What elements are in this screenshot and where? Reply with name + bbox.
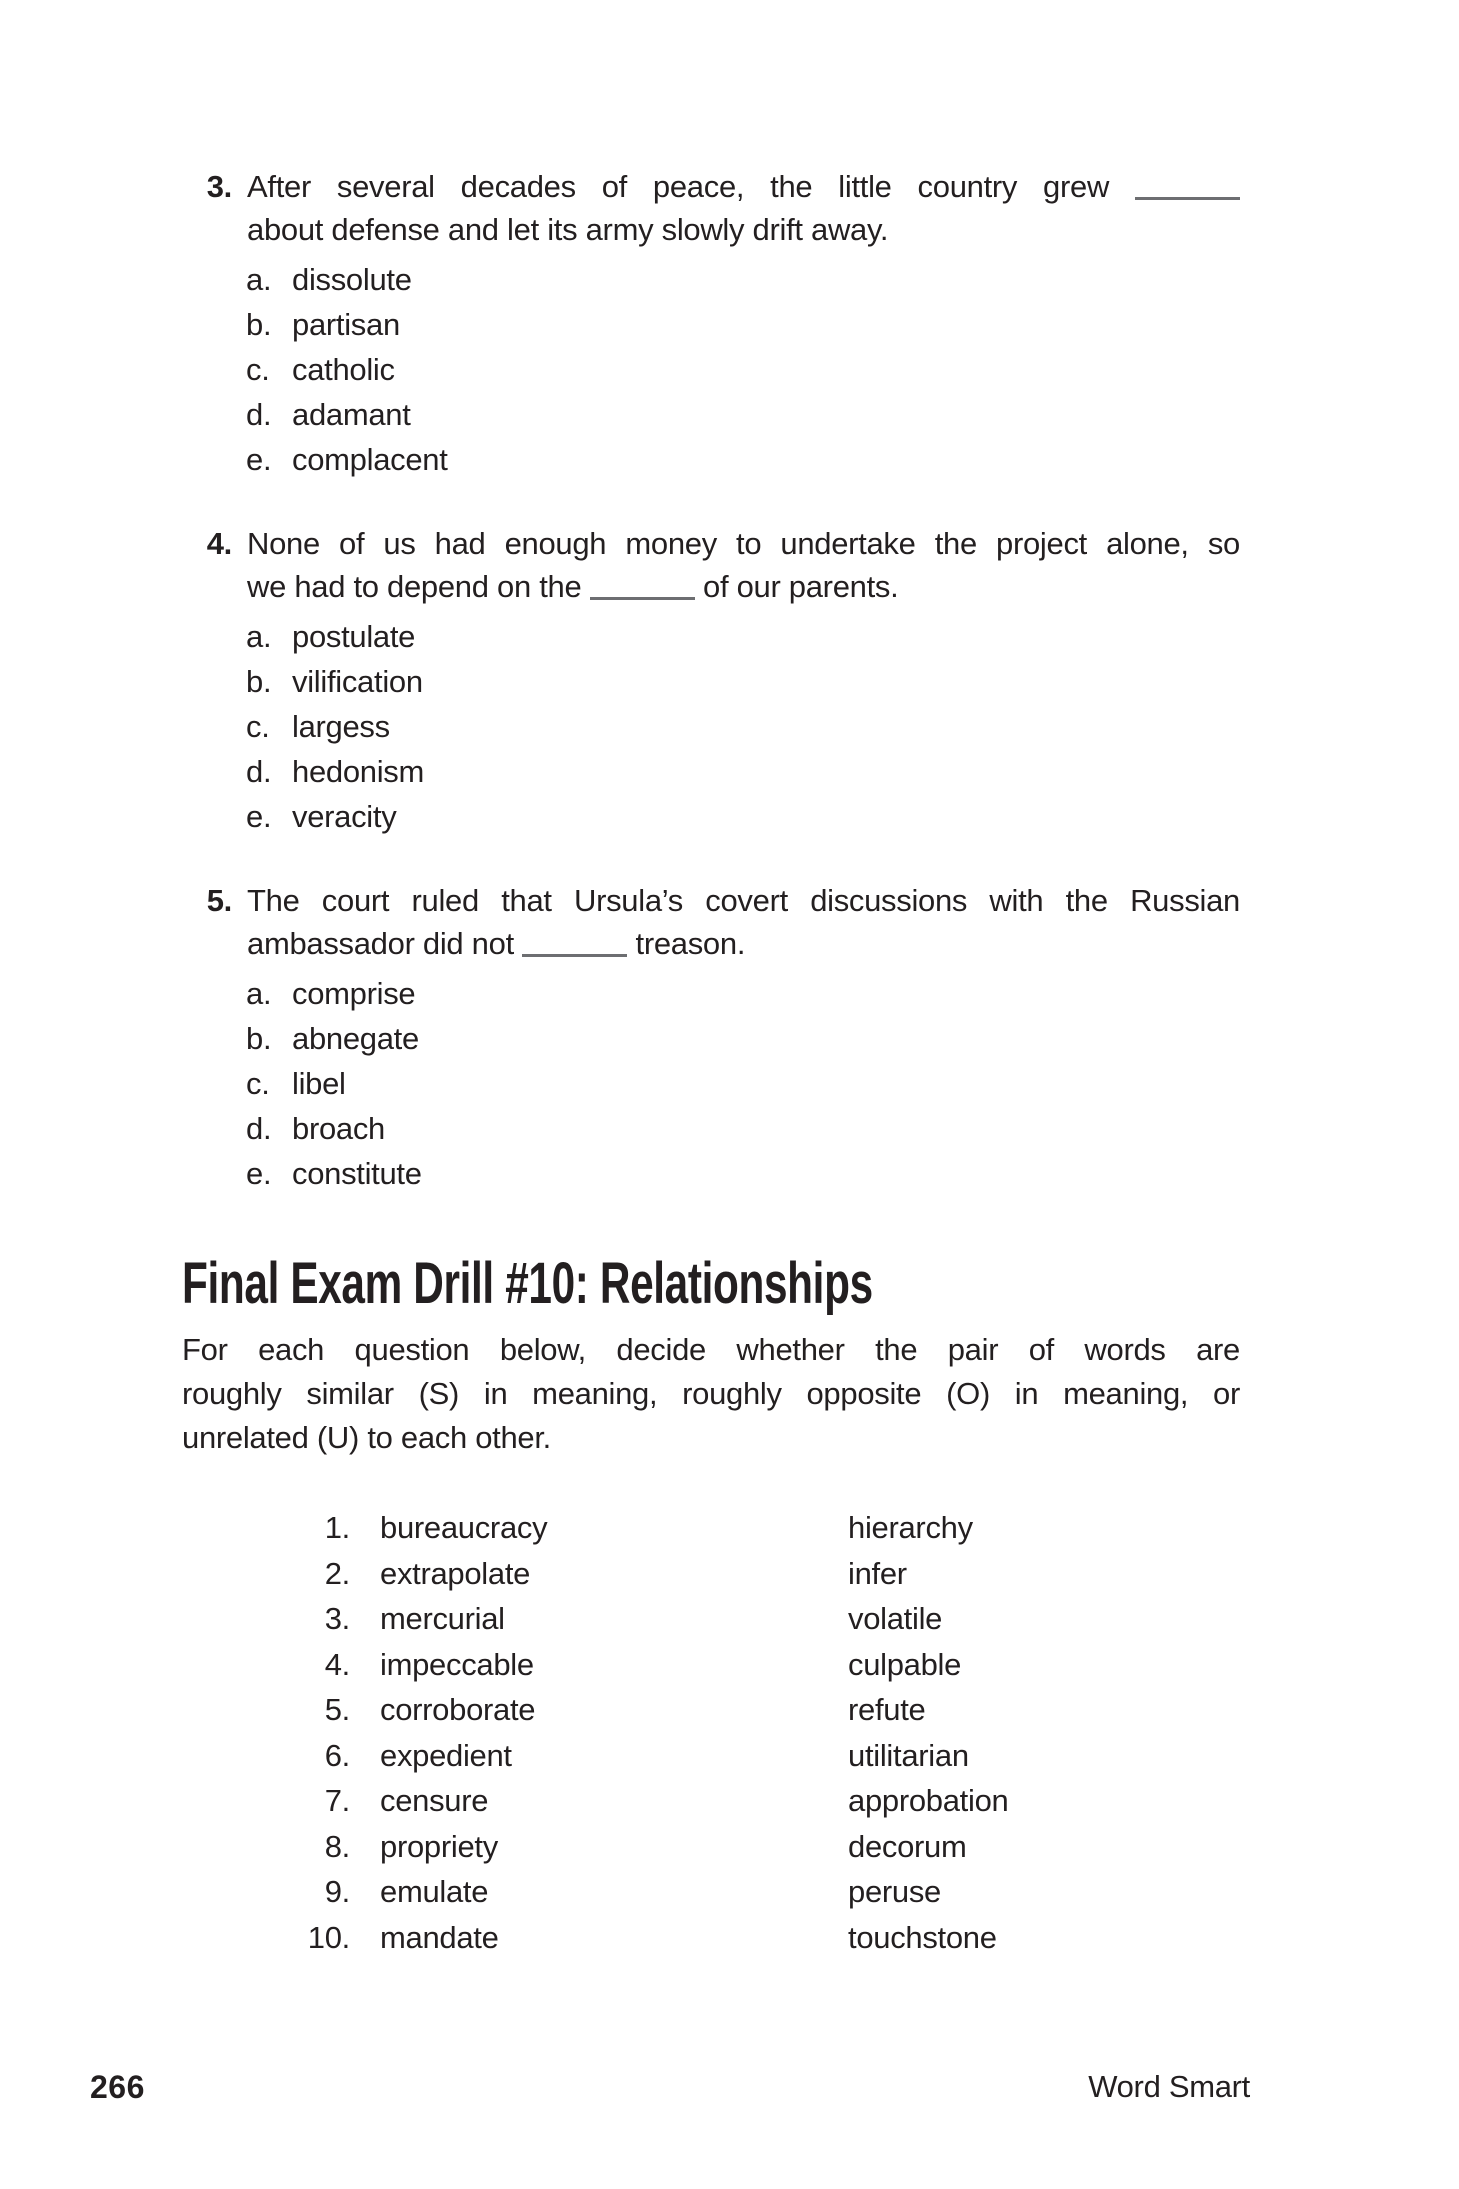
- answer-blank: [522, 936, 627, 957]
- answer-option-word: comprise: [292, 976, 416, 1011]
- answer-option-word: hedonism: [292, 754, 425, 789]
- answer-option: [246, 1106, 422, 1151]
- answer-options: [246, 971, 422, 1196]
- word-pair-number: 5.: [324, 1692, 350, 1727]
- word-pairs-list: [0, 1505, 1459, 1960]
- word-pair-row: [0, 1915, 1459, 1961]
- answer-option: [246, 1061, 422, 1106]
- word-pair-left-word: impeccable: [380, 1646, 534, 1682]
- drill-intro-line: unrelated (U) to each other.: [182, 1420, 551, 1455]
- answer-options: [246, 614, 424, 839]
- word-pair-right-word: approbation: [848, 1783, 1009, 1818]
- answer-option-word: dissolute: [292, 262, 412, 297]
- answer-option: [246, 347, 448, 392]
- answer-option-letter: c.: [246, 1066, 270, 1101]
- word-pair-right-word: culpable: [848, 1646, 962, 1682]
- word-pair-left-word: corroborate: [380, 1692, 536, 1727]
- word-pair-row: [0, 1824, 1459, 1870]
- question-number: 4.: [206, 526, 232, 561]
- word-pair-right-word: volatile: [848, 1601, 943, 1636]
- answer-option-letter: a.: [246, 262, 272, 297]
- answer-option-word: complacent: [292, 442, 448, 477]
- word-pair-left-word: extrapolate: [380, 1555, 531, 1591]
- answer-option: [246, 257, 448, 302]
- word-pair-right-word: hierarchy: [848, 1510, 973, 1545]
- word-pair-number: 6.: [324, 1737, 350, 1773]
- word-pair-number: 2.: [324, 1555, 350, 1591]
- answer-option: [246, 1151, 422, 1196]
- word-pair-row: [0, 1687, 1459, 1733]
- answer-option-word: postulate: [292, 619, 416, 654]
- answer-option-letter: e.: [246, 799, 272, 834]
- word-pair-left-word: emulate: [380, 1874, 489, 1909]
- answer-option: [246, 302, 448, 347]
- word-pair-row: [0, 1596, 1459, 1642]
- word-pair-number: 9.: [324, 1874, 350, 1909]
- question-stem: [247, 522, 1240, 608]
- word-pair-number: 10.: [307, 1919, 350, 1955]
- word-pair-right-word: refute: [848, 1692, 926, 1727]
- word-pair-left-word: propriety: [380, 1828, 498, 1864]
- word-pair-row: [0, 1733, 1459, 1779]
- word-pair-number: 7.: [324, 1783, 350, 1818]
- answer-option-letter: c.: [246, 709, 270, 744]
- drill-intro-line: roughly similar (S) in meaning, roughly opposite (O) in meaning, or: [182, 1376, 1240, 1411]
- answer-option-word: abnegate: [292, 1021, 419, 1056]
- word-pair-left-word: mercurial: [380, 1601, 505, 1636]
- answer-option-word: broach: [292, 1111, 385, 1146]
- word-pair-number: 1.: [324, 1510, 350, 1545]
- word-pair-right-word: decorum: [848, 1828, 967, 1864]
- answer-option-letter: b.: [246, 307, 272, 342]
- word-pair-row: [0, 1778, 1459, 1824]
- drill-intro-line: For each question below, decide whether the pair of words are: [182, 1332, 1240, 1367]
- book-title: Word Smart: [1088, 2069, 1250, 2104]
- answer-option-letter: c.: [246, 352, 270, 387]
- question-stem-line: about defense and let its army slowly drift away.: [247, 212, 889, 247]
- answer-option-word: constitute: [292, 1156, 422, 1191]
- word-pair-left-word: censure: [380, 1783, 489, 1818]
- answer-option-word: vilification: [292, 664, 423, 699]
- answer-option: [246, 704, 424, 749]
- word-pair-right-word: infer: [848, 1555, 907, 1591]
- answer-option-letter: d.: [246, 1111, 272, 1146]
- answer-option-letter: e.: [246, 1156, 272, 1191]
- word-pair-row: [0, 1551, 1459, 1597]
- word-pair-right-word: touchstone: [848, 1919, 997, 1955]
- answer-option-letter: b.: [246, 664, 272, 699]
- answer-option-word: adamant: [292, 397, 411, 432]
- drill-heading: Final Exam Drill #10: Relationships: [182, 1251, 873, 1316]
- page-number: 266: [90, 2069, 145, 2105]
- word-pair-row: [0, 1869, 1459, 1915]
- answer-options: [246, 257, 448, 482]
- answer-option: [246, 659, 424, 704]
- question-number: 3.: [206, 169, 232, 204]
- word-pair-number: 3.: [324, 1601, 350, 1636]
- answer-option-letter: b.: [246, 1021, 272, 1056]
- answer-option-letter: d.: [246, 397, 272, 432]
- answer-option-letter: a.: [246, 619, 272, 654]
- answer-option: [246, 437, 448, 482]
- question-stem-line: None of us had enough money to undertake the project alone, so: [247, 526, 1240, 561]
- answer-option-word: partisan: [292, 307, 400, 342]
- answer-option-letter: d.: [246, 754, 272, 789]
- question-stem: [247, 165, 1240, 251]
- answer-option-word: largess: [292, 709, 390, 744]
- question-stem-line: ambassador did not treason.: [247, 926, 746, 961]
- question-stem-line: The court ruled that Ursula’s covert discussions with the Russian: [247, 883, 1240, 918]
- question-number: 5.: [206, 883, 232, 918]
- answer-option: [246, 794, 424, 839]
- word-pair-left-word: expedient: [380, 1737, 512, 1773]
- answer-option-word: veracity: [292, 799, 397, 834]
- question-stem-line: After several decades of peace, the little country grew: [247, 165, 1240, 208]
- answer-option: [246, 392, 448, 437]
- answer-option: [246, 971, 422, 1016]
- answer-option: [246, 749, 424, 794]
- question-stem: [247, 879, 1240, 965]
- question-stem-line: we had to depend on the of our parents.: [247, 569, 899, 604]
- word-pair-number: 8.: [324, 1828, 350, 1864]
- word-pair-number: 4.: [324, 1646, 350, 1682]
- answer-option: [246, 1016, 422, 1061]
- word-pair-left-word: bureaucracy: [380, 1510, 548, 1545]
- word-pair-right-word: peruse: [848, 1874, 941, 1909]
- answer-blank: [1135, 179, 1240, 200]
- word-pair-row: [0, 1642, 1459, 1688]
- answer-option-word: catholic: [292, 352, 395, 387]
- word-pair-row: [0, 1505, 1459, 1551]
- answer-option-word: libel: [292, 1066, 346, 1101]
- word-pair-left-word: mandate: [380, 1919, 499, 1955]
- answer-option: [246, 614, 424, 659]
- answer-blank: [590, 579, 695, 600]
- drill-intro: [182, 1328, 1240, 1460]
- answer-option-letter: e.: [246, 442, 272, 477]
- word-pair-right-word: utilitarian: [848, 1737, 969, 1773]
- answer-option-letter: a.: [246, 976, 272, 1011]
